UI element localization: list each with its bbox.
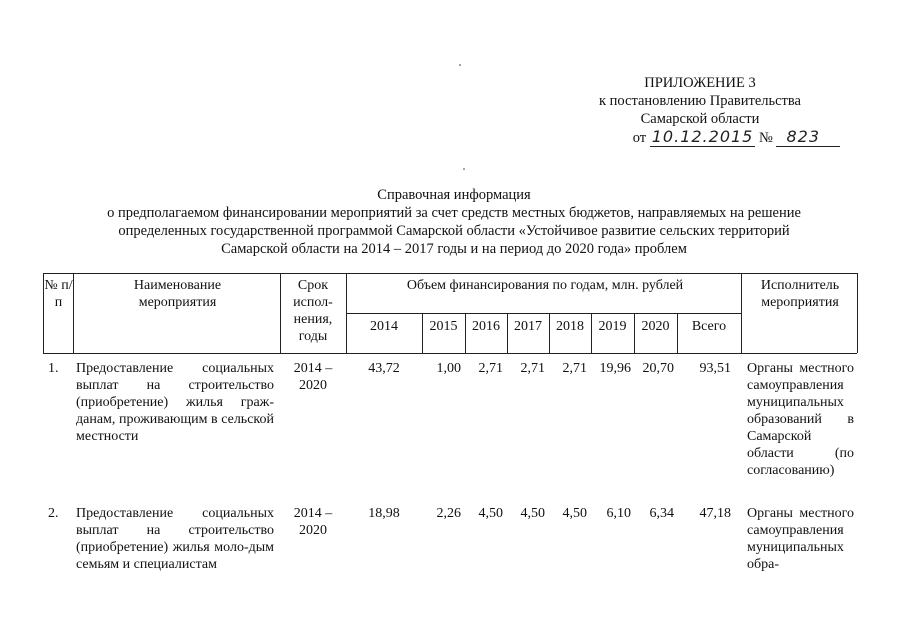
row-1-value: 20,70	[642, 361, 674, 376]
row-1-value: 2,71	[562, 361, 587, 376]
header-year: 2020	[641, 319, 670, 334]
appendix-title: ПРИЛОЖЕНИЕ 3	[644, 75, 756, 91]
appendix-reference: к постановлению Правительства	[599, 93, 801, 109]
row-1-value: 19,96	[599, 361, 631, 376]
handwritten-number: 823	[776, 128, 840, 147]
number-prefix: №	[758, 130, 773, 146]
header-year: 2019	[598, 319, 627, 334]
row-1-num: 1.	[48, 361, 59, 376]
header-num: № п/п	[44, 278, 73, 310]
row-2-value: 4,50	[562, 506, 587, 521]
row-1-executor: Органы местного самоуправления муниципальных образований в Самарской области (по согласованию)	[747, 361, 854, 478]
row-1-term: 2014 – 2020	[293, 361, 333, 393]
scan-speck	[463, 168, 465, 170]
title-line-4: Самарской области на 2014 – 2017 годы и на период до 2020 года» проблем	[221, 241, 687, 257]
row-2-value: 2,26	[436, 506, 461, 521]
header-executor: Исполнитель мероприятия	[760, 278, 840, 310]
appendix-region: Самарской области	[640, 111, 760, 127]
col-divider	[280, 273, 281, 353]
col-divider	[73, 273, 74, 353]
header-year: 2017	[514, 319, 542, 334]
row-1-value: 43,72	[368, 361, 400, 376]
header-term: Срок испол-нения, годы	[293, 278, 333, 344]
col-divider	[346, 273, 347, 353]
row-1-value: 93,51	[699, 361, 731, 376]
header-year: 2018	[556, 319, 584, 334]
table-border-right	[857, 273, 858, 353]
row-2-term: 2014 – 2020	[293, 506, 333, 538]
row-2-value: 4,50	[478, 506, 503, 521]
row-1-value: 2,71	[520, 361, 545, 376]
row-2-value: 4,50	[520, 506, 545, 521]
header-year: 2015	[429, 319, 458, 334]
row-2-executor: Органы местного самоуправления муниципальных обра-	[747, 506, 854, 572]
row-1-value: 2,71	[478, 361, 503, 376]
header-year: 2016	[472, 319, 500, 334]
row-1-name: Предоставление социальных выплат на строительство (приобретение) жилья граж-данам, проживающим в сельской местности	[76, 361, 274, 444]
header-year: 2014	[370, 319, 398, 334]
row-2-num: 2.	[48, 506, 59, 521]
row-2-name: Предоставление социальных выплат на строительство (приобретение) жилья моло-дым семьям и специалистам	[76, 506, 274, 572]
header-bottom-border	[43, 353, 857, 354]
title-line-1: Справочная информация	[377, 187, 531, 203]
title-line-3: определенных государственной программой Самарской области «Устойчивое развитие сельских территорий	[118, 223, 790, 239]
row-2-value: 18,98	[368, 506, 400, 521]
header-name: Наименование мероприятия	[133, 278, 222, 310]
row-2-value: 6,34	[649, 506, 674, 521]
header-year: Всего	[691, 319, 727, 334]
col-divider	[741, 273, 742, 353]
table-top-border	[43, 273, 857, 274]
row-2-value: 47,18	[699, 506, 731, 521]
row-2-value: 6,10	[606, 506, 631, 521]
header-funding: Объем финансирования по годам, млн. рублей	[406, 278, 684, 293]
row-1-value: 1,00	[436, 361, 461, 376]
years-header-border	[346, 313, 741, 314]
title-line-2: о предполагаемом финансировании мероприятий за счет средств местных бюджетов, направляемых на решение	[107, 205, 801, 221]
scan-speck	[459, 64, 461, 66]
date-prefix: от	[632, 130, 647, 146]
handwritten-date: 10.12.2015	[651, 127, 754, 146]
